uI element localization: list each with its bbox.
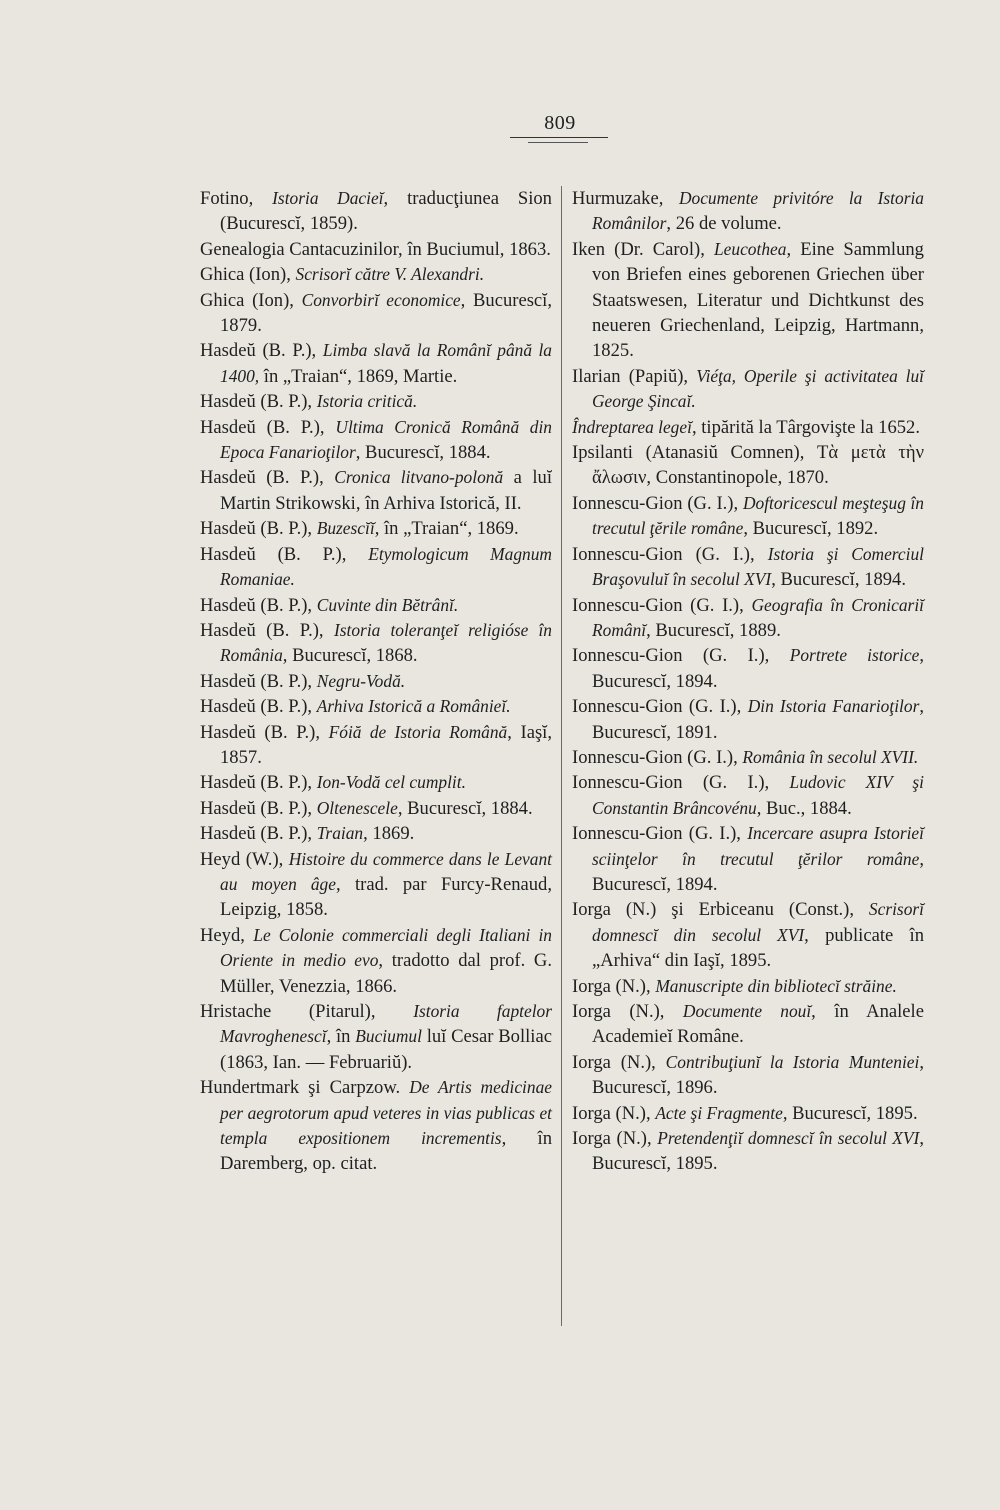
entry-title: Ludovic XIV şi Constantin Brâncovénu [592, 772, 924, 818]
entry-text: Hasdeŭ (B. P.), [200, 391, 317, 413]
entry-title: Din Istoria Fanarioţilor [747, 696, 920, 717]
entry-text: , Bucurescĭ, 1868. [282, 645, 418, 667]
entry-title: Manuscripte din bibliotecĭ străine. [655, 975, 897, 996]
bibliography-entry [200, 618, 552, 669]
page-number-rule-short [528, 142, 588, 143]
entry-text: Ilarian (Papiŭ), [572, 365, 697, 387]
entry-text: , trad. par Furcy-Renaud, Leipzig, 1858. [220, 873, 552, 921]
bibliography-entry [572, 897, 924, 973]
entry-text: , 1869. [363, 823, 415, 845]
entry-text: Iorga (N.), [572, 1128, 658, 1150]
entry-title: Le Colonie commerciali degli Italiani in Oriente in medio evo [220, 924, 552, 971]
entry-title: Buzescĭĭ [316, 518, 375, 539]
entry-title: Convorbirĭ economice [301, 289, 461, 310]
entry-text: Hasdeŭ (B. P.), [200, 340, 323, 362]
entry-text: , în Daremberg, op. citat. [220, 1128, 553, 1175]
entry-text: Hasdeŭ (B. P.), [200, 543, 369, 565]
bibliography-entry [200, 186, 552, 237]
entry-text: Hasdeŭ (B. P.), [200, 619, 334, 641]
entry-title: Histoire du commerce dans le Levant au moyen âge [220, 848, 552, 894]
entry-title: Documente nouĭ [682, 1001, 812, 1021]
bibliography-entry [200, 847, 552, 923]
entry-text: Ionnescu-Gion (G. I.), [572, 772, 790, 794]
bibliography-entry [572, 364, 924, 415]
bibliography-entry [200, 821, 552, 846]
entry-text: Hasdeŭ (B. P.), [200, 416, 336, 438]
entry-text: Hasdeŭ (B. P.), [200, 772, 317, 794]
entry-text: Hasdeŭ (B. P.), [200, 823, 317, 845]
entry-title: Istoria şi Comerciul Braşovuluĭ în secolul XVI [592, 543, 924, 590]
entry-text: , în Analele Academieĭ Române. [592, 1001, 924, 1048]
entry-text: , Bucurescĭ, 1884. [397, 797, 533, 819]
entry-title: Îndreptarea legeĭ [572, 416, 692, 437]
entry-title: Contribuţiunĭ la Istoria Munteniei [665, 1051, 920, 1072]
bibliography-entry [572, 542, 924, 593]
entry-text: Hasdeŭ (B. P.), [200, 721, 329, 743]
entry-text: , Bucurescĭ, 1892. [743, 518, 879, 540]
bibliography-entry [200, 237, 552, 262]
entry-text: Hasdeŭ (B. P.), [200, 797, 317, 819]
entry-text: Ionnescu-Gion (G. I.), [572, 594, 752, 616]
bibliography-entry [572, 1126, 924, 1177]
entry-title: Cronica litvano-polonă [334, 467, 504, 488]
entry-text: Hasdeŭ (B. P.), [200, 518, 317, 540]
entry-title: Documente privitóre la Istoria Românilor [592, 188, 925, 234]
entry-title: Buciumul [355, 1026, 422, 1047]
bibliography-entry [200, 262, 552, 287]
entry-title: Pretendenţiĭ domnescĭ în secolul XVI [657, 1128, 920, 1149]
entry-text: Iorga (N.), [572, 1051, 666, 1073]
entry-text: Iorga (N.), [572, 975, 656, 997]
entry-title: Istoria toleranţeĭ religióse în România [220, 619, 552, 666]
bibliography-entry [200, 694, 552, 719]
bibliography-entry [200, 669, 552, 694]
bibliography-entry [200, 593, 552, 618]
bibliography-entry [572, 643, 924, 694]
entry-text: Iorga (N.) şi Erbiceanu (Const.), [572, 899, 869, 921]
entry-title: Istoria Dacieĭ [272, 188, 384, 208]
entry-title: Geografia în Cronicariĭ Românĭ [592, 594, 924, 640]
right-column [572, 186, 924, 1177]
entry-title: Istoria critică. [316, 391, 418, 412]
entry-title: Leucothea [713, 238, 787, 259]
entry-title: Oltenescele [316, 797, 398, 818]
bibliography-entry [572, 237, 924, 364]
bibliography-entry [200, 796, 552, 821]
entry-text: Ionnescu-Gion (G. I.), [572, 492, 743, 514]
entry-text: Hristache (Pitarul), [200, 1001, 414, 1022]
entry-title: Portrete istorice [789, 645, 920, 666]
bibliography-entry [200, 288, 552, 339]
entry-text: , tradotto dal prof. G. Müller, Venezzia, 1866. [220, 950, 552, 997]
bibliography-entry [200, 542, 552, 593]
entry-text: , 26 de volume. [666, 213, 782, 235]
entry-text: , tipărită la Târgovişte la 1652. [691, 416, 921, 438]
entry-text: Hasdeŭ (B. P.), [200, 696, 317, 718]
entry-title: Scrisorĭ domnescĭ din secolul XVI [592, 899, 924, 945]
entry-text: Ipsilanti (Atanasiŭ Comnen), Τὰ μετὰ τὴν ἄλωσιν, Constantinopole, 1870. [572, 442, 924, 489]
entry-text: Hasdeŭ (B. P.), [200, 594, 317, 616]
entry-text: Genealogia Cantacuzinilor, în Buciumul, 1863. [200, 238, 551, 260]
entry-title: Doftoricescul meşteşug în trecutul ţĕrile române [592, 492, 924, 539]
entry-title: Ultima Cronică Română din Epoca Fanarioţilor [220, 416, 552, 463]
entry-title: Viéţa, Operile şi activitatea luĭ George Şincaĭ. [592, 365, 924, 412]
bibliography-entry [572, 415, 924, 440]
entry-title: Acte şi Fragmente [655, 1102, 783, 1123]
entry-text: Ionnescu-Gion (G. I.), [572, 823, 748, 845]
entry-title: Cuvinte din Bĕtrânĭ. [316, 594, 459, 615]
entry-text: Hasdeŭ (B. P.), [200, 670, 317, 692]
entry-title: România în secolul XVII. [742, 746, 919, 767]
entry-text: , Bucurescĭ, 1894. [771, 569, 906, 591]
bibliography-entry [572, 440, 924, 491]
bibliography-entry [572, 694, 924, 745]
entry-text: , publicate în „Arhiva“ din Iaşĭ, 1895. [592, 924, 924, 972]
bibliography-entry [200, 465, 552, 516]
entry-title: Istoria faptelor Mavroghenescĭ [220, 1001, 552, 1047]
entry-text: , Iaşĭ, 1857. [220, 721, 553, 768]
entry-text: , Bucurescĭ, 1895. [782, 1102, 918, 1124]
entry-text: Hurmuzake, [572, 188, 679, 209]
bibliography-entry [200, 720, 552, 771]
entry-text: Iken (Dr. Carol), [572, 238, 714, 260]
bibliography-entry [200, 999, 552, 1075]
entry-text: , Bucurescĭ, 1884. [355, 442, 491, 464]
entry-title: Negru-Vodă. [316, 670, 406, 691]
entry-text: Iorga (N.), [572, 1102, 656, 1124]
bibliography-entry [200, 415, 552, 466]
entry-text: Ionnescu-Gion (G. I.), [572, 543, 768, 565]
entry-text: a luĭ Martin Strikowski, în Arhiva Istorică, II. [220, 467, 552, 514]
entry-text: Ionnescu-Gion (G. I.), [572, 746, 743, 768]
entry-text: , Bucurescĭ, 1894. [592, 645, 924, 692]
left-column [200, 186, 552, 1177]
column-divider [561, 186, 562, 1326]
bibliography-entry [200, 338, 552, 389]
bibliography-entry [572, 593, 924, 644]
bibliography-entry [572, 1101, 924, 1126]
bibliography-entry [572, 491, 924, 542]
bibliography-entry [572, 770, 924, 821]
entry-text: Ghica (Ion), [200, 264, 296, 286]
bibliography-entry [572, 821, 924, 897]
bibliography-entry [572, 186, 924, 237]
bibliography-entry [572, 745, 924, 770]
entry-text: Iorga (N.), [572, 1001, 683, 1022]
entry-title: Incercare asupra Istorieĭ sciinţelor în trecutul ţĕrilor române [592, 823, 924, 869]
page-number: 809 [544, 112, 576, 134]
entry-text: Heyd (W.), [200, 848, 289, 870]
entry-title: Ion-Vodă cel cumplit. [316, 772, 466, 793]
entry-text: Fotino, [200, 188, 273, 209]
bibliography-entry [572, 1050, 924, 1101]
bibliography-entry [200, 516, 552, 541]
entry-text: , traducţiunea Sion (Bucurescĭ, 1859). [220, 188, 552, 235]
entry-text: , Buc., 1884. [756, 797, 852, 819]
entry-text: , Bucurescĭ, 1894. [592, 848, 924, 895]
entry-text: Ionnescu-Gion (G. I.), [572, 696, 748, 718]
entry-title: Limba slavă la Românĭ până la 1400, [220, 340, 552, 386]
entry-text: , Bucurescĭ, 1895. [592, 1128, 924, 1175]
entry-text: Ghica (Ion), [200, 289, 302, 311]
bibliography-entry [572, 999, 924, 1050]
entry-title: Scrisorĭ către V. Alexandri. [295, 264, 485, 285]
entry-text: , Bucurescĭ, 1891. [592, 696, 924, 743]
bibliography-entry [200, 770, 552, 795]
entry-text: Hasdeŭ (B. P.), [200, 467, 335, 489]
entry-text: Heyd, [200, 924, 254, 946]
entry-text: luĭ Cesar Bolliac (1863, Ian. — Februariŭ). [220, 1026, 552, 1073]
entry-title: Etymologicum Magnum Romaniae. [220, 543, 552, 590]
page-number-rule [510, 137, 608, 138]
entry-title: Traian [316, 823, 364, 844]
entry-title: De Artis medicinae per aegrotorum apud veteres in vias publicas et templa expositionem incrementis [220, 1077, 552, 1149]
entry-title: Fóiă de Istoria Română [328, 721, 508, 742]
bibliography-entry [200, 1075, 552, 1177]
entry-text: , Bucurescĭ, 1889. [646, 619, 781, 641]
entry-text: în „Traian“, 1869, Martie. [259, 365, 458, 387]
entry-text: , Bucurescĭ, 1879. [220, 289, 552, 337]
bibliography-entry [572, 974, 924, 999]
entry-text: , în [326, 1026, 356, 1048]
bibliography-entry [200, 923, 552, 999]
entry-text: , Eine Sammlung von Briefen eines geborenen Griechen über Staatswesen, Literatur und Dichtkunst des neueren Griechenland, Leipzig, Hartmann, 1825. [592, 238, 924, 362]
bibliography-entry [200, 389, 552, 414]
entry-text: Hundertmark şi Carpzow. [200, 1077, 410, 1099]
entry-text: Ionnescu-Gion (G. I.), [572, 645, 790, 667]
entry-text: , Bucurescĭ, 1896. [592, 1051, 924, 1099]
entry-text: , în „Traian“, 1869. [374, 518, 519, 540]
entry-title: Arhiva Istorică a Românieĭ. [316, 696, 511, 717]
